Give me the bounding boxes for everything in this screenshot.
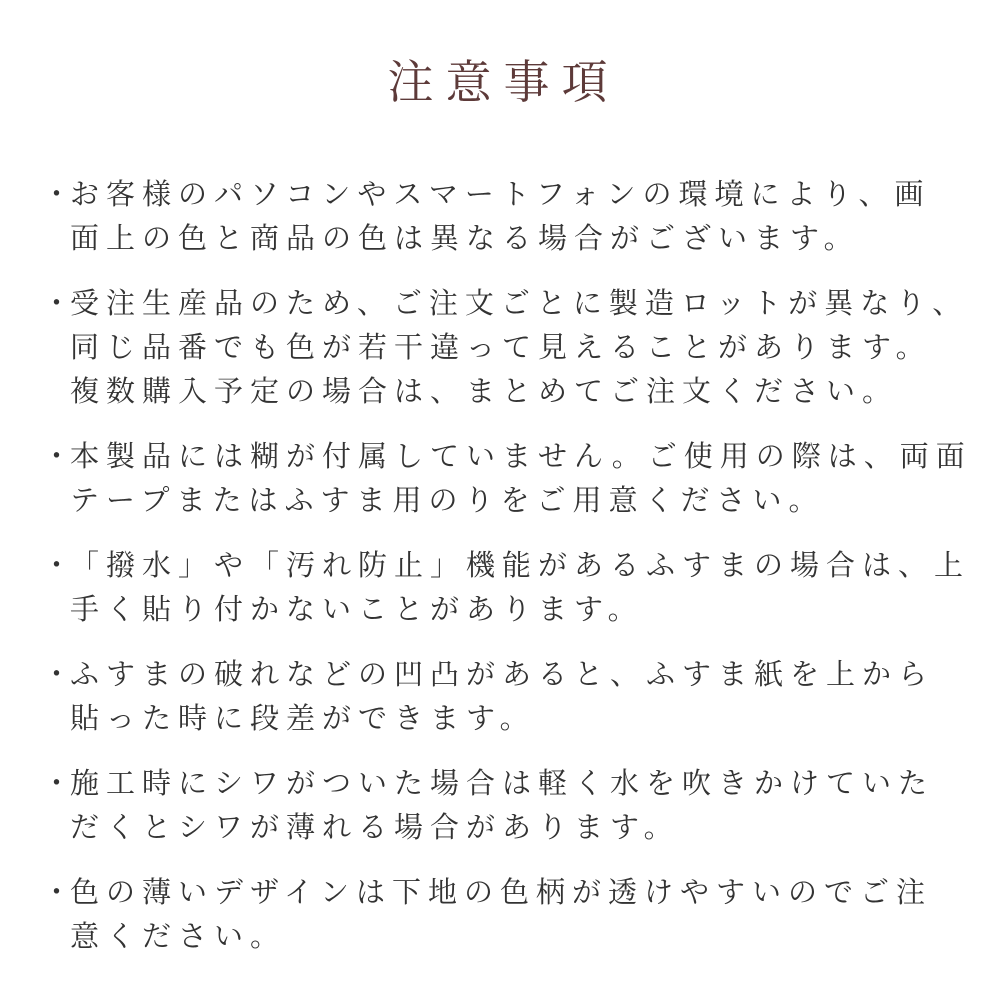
notice-item-text bbox=[70, 544, 971, 632]
notice-line: お客様のパソコンやスマートフォンの環境により、画 bbox=[70, 178, 931, 211]
bullet-marker: ・ bbox=[42, 549, 72, 582]
notice-item-water-repellent bbox=[42, 544, 971, 632]
notice-line: 手く貼り付かないことがあります。 bbox=[70, 593, 644, 626]
bullet-marker: ・ bbox=[42, 658, 72, 691]
notice-item-wrinkles bbox=[42, 762, 945, 850]
bullet-marker: ・ bbox=[42, 287, 72, 320]
notice-item-surface-unevenness bbox=[42, 653, 945, 741]
notice-item-text bbox=[70, 653, 945, 741]
notice-line: 同じ品番でも色が若干違って見えることがあります。 bbox=[70, 331, 932, 364]
notice-line: 「撥水」や「汚れ防止」機能があるふすまの場合は、上 bbox=[70, 549, 971, 582]
notice-item-text bbox=[70, 435, 972, 523]
bullet-marker: ・ bbox=[42, 876, 72, 909]
notice-item-light-colors bbox=[42, 871, 945, 959]
bullet-marker: ・ bbox=[42, 440, 72, 473]
notice-line: 施工時にシワがついた場合は軽く水を吹きかけていた bbox=[70, 767, 935, 800]
notice-line: 意ください。 bbox=[70, 920, 287, 953]
notice-item-text bbox=[70, 762, 945, 850]
notice-line: 複数購入予定の場合は、まとめてご注文ください。 bbox=[70, 375, 899, 408]
notice-line: テープまたはふすま用のりをご用意ください。 bbox=[70, 484, 825, 517]
notice-line: だくとシワが薄れる場合があります。 bbox=[70, 811, 680, 844]
notice-item-text bbox=[70, 871, 945, 959]
notice-line: 受注生産品のため、ご注文ごとに製造ロットが異なり、 bbox=[70, 287, 969, 320]
notice-line: 色の薄いデザインは下地の色柄が透けやすいのでご注 bbox=[70, 876, 932, 909]
notice-item-production-lot bbox=[42, 282, 969, 414]
notice-item-text bbox=[70, 173, 945, 261]
notice-item-text bbox=[70, 282, 969, 414]
notice-line: 本製品には糊が付属していません。ご使用の際は、両面 bbox=[70, 440, 972, 473]
notice-list bbox=[42, 173, 972, 959]
notice-item-monitor-color bbox=[42, 173, 945, 261]
notice-item-no-glue bbox=[42, 435, 972, 523]
notice-line: ふすまの破れなどの凹凸があると、ふすま紙を上から bbox=[70, 658, 935, 691]
bullet-marker: ・ bbox=[42, 767, 72, 800]
notice-line: 面上の色と商品の色は異なる場合がございます。 bbox=[70, 222, 860, 255]
bullet-marker: ・ bbox=[42, 178, 72, 211]
page-title: 注意事項 bbox=[387, 56, 620, 108]
notice-line: 貼った時に段差ができます。 bbox=[70, 702, 536, 735]
